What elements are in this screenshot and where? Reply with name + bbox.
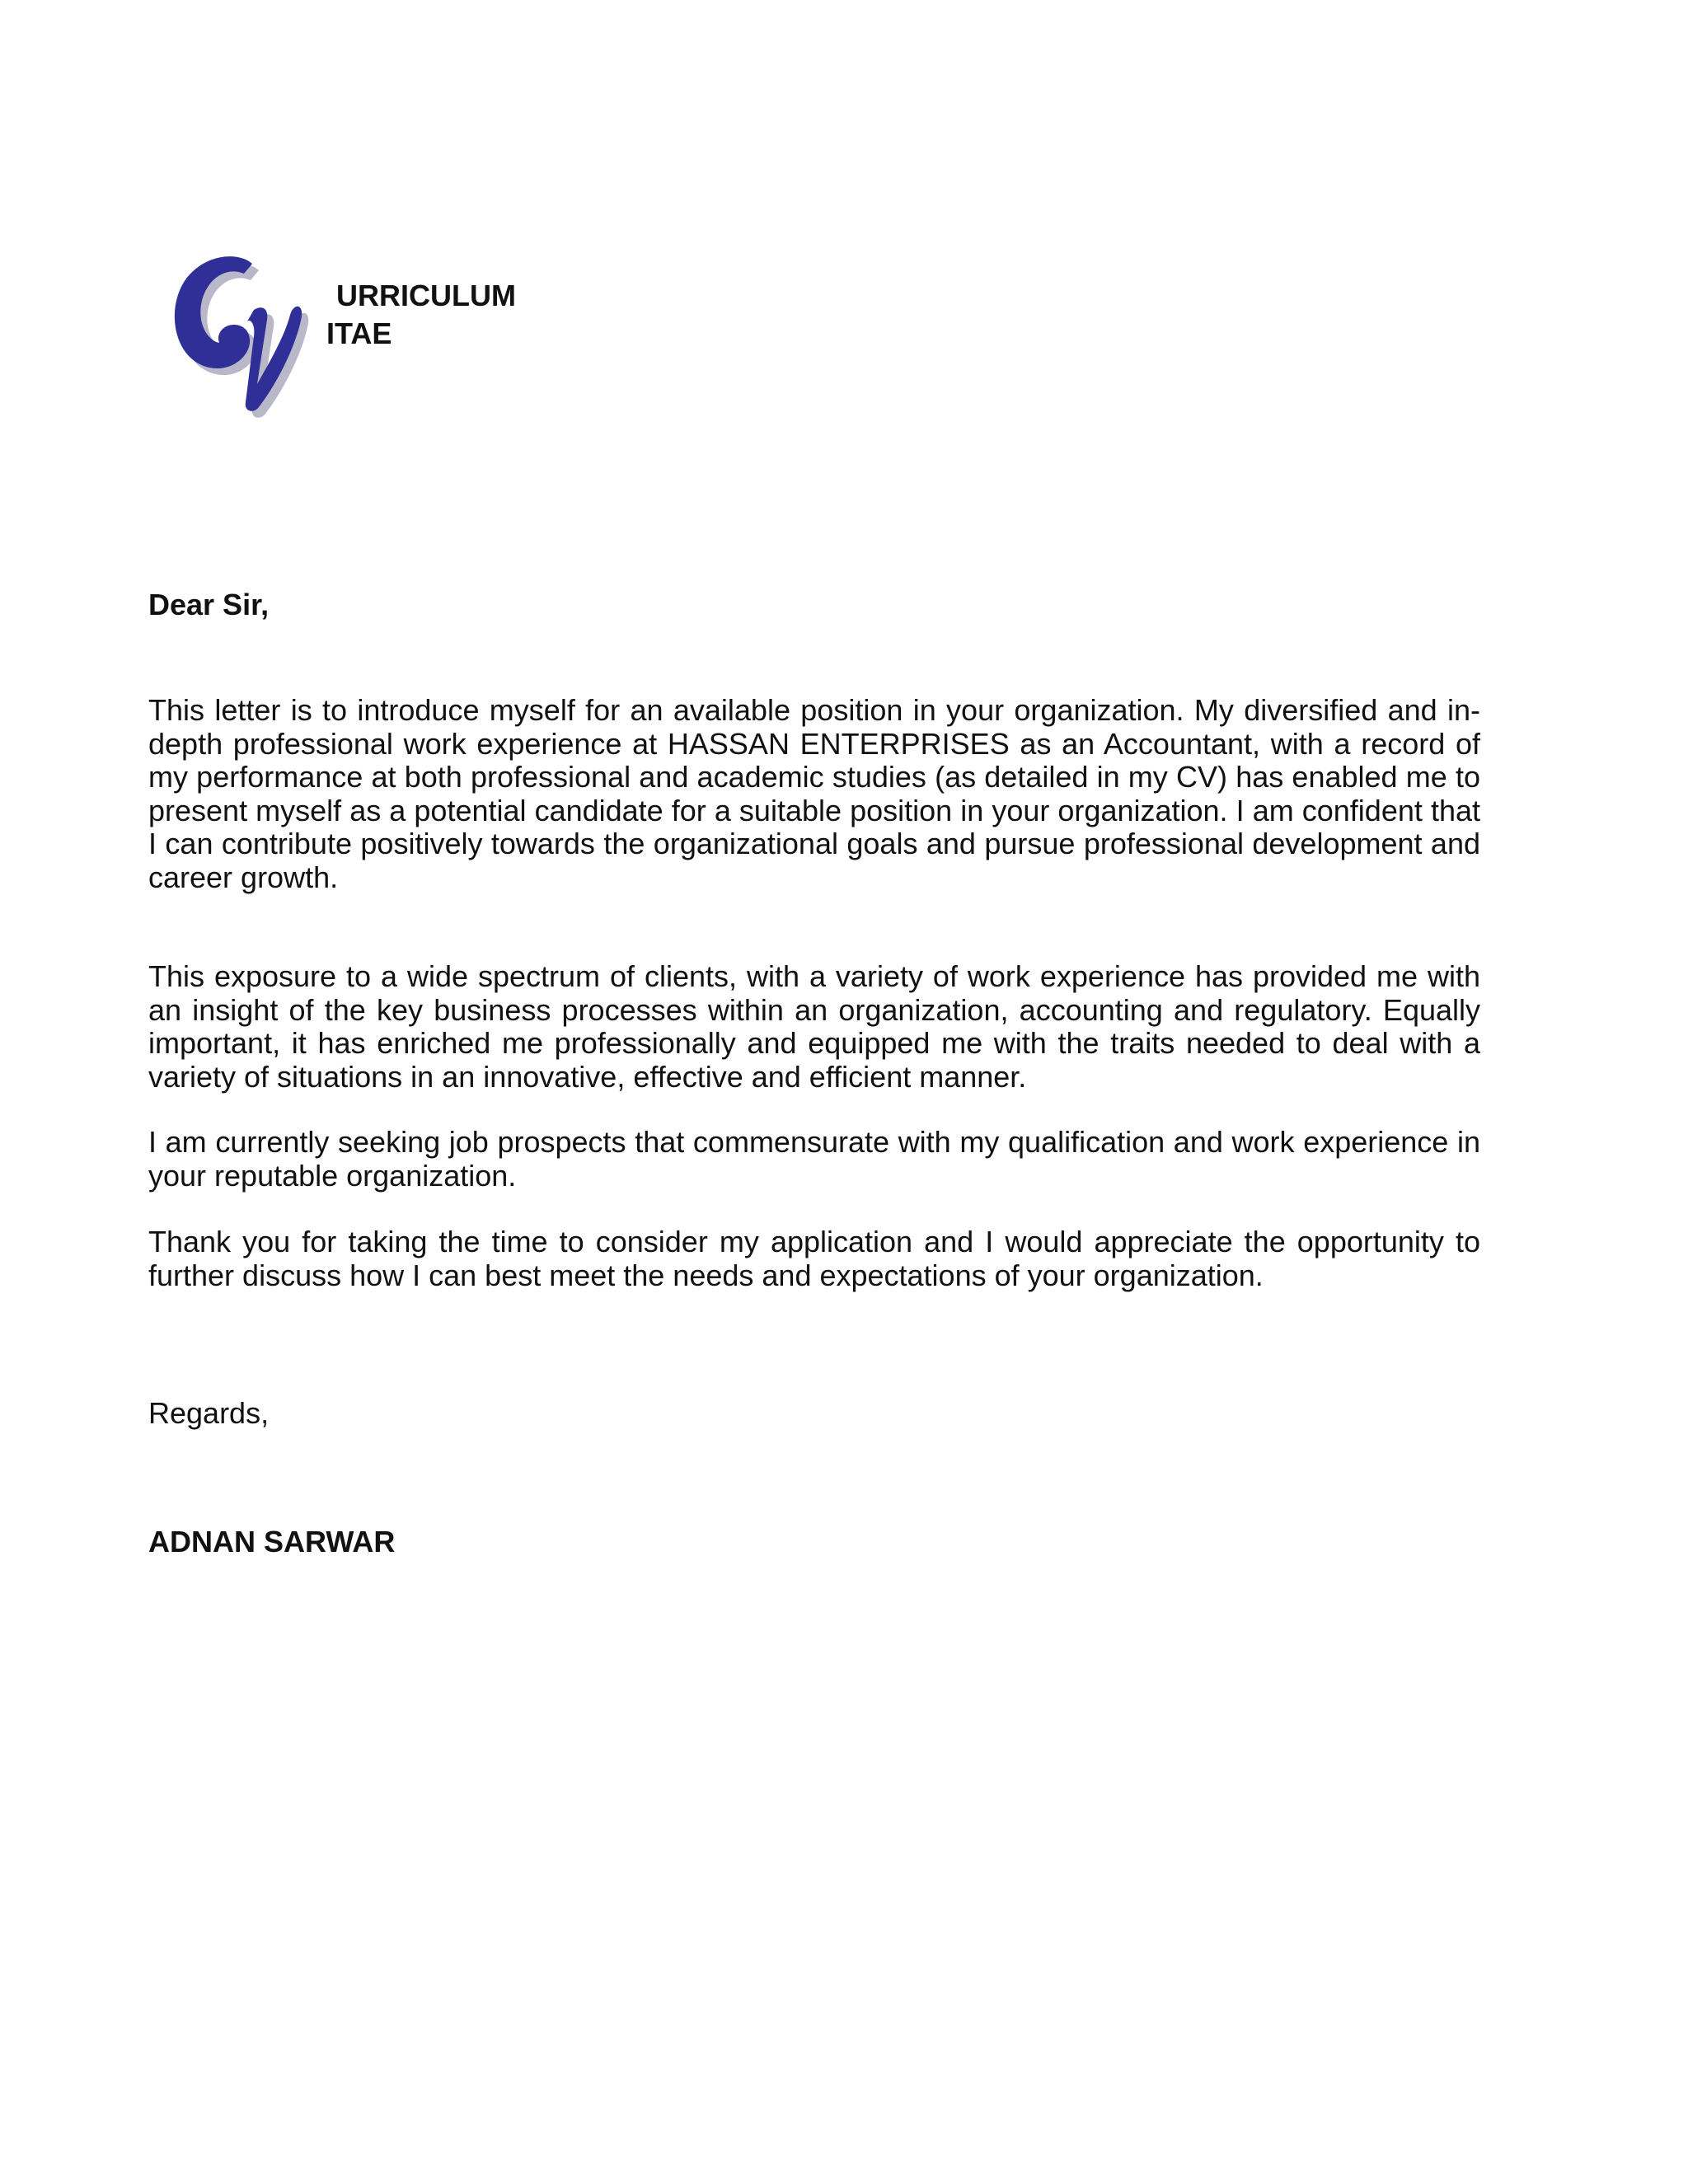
cv-logo-icon — [162, 246, 310, 419]
closing: Regards, — [148, 1396, 270, 1430]
logo-title-line1: URRICULUM — [336, 279, 516, 312]
logo-title-line2: ITAE — [326, 316, 392, 350]
salutation: Dear Sir, — [148, 588, 270, 621]
body-paragraph-3: I am currently seeking job prospects that commensurate with my qualification and work experience in your reputable organization. — [148, 1125, 1480, 1193]
signature-name: ADNAN SARWAR — [148, 1525, 396, 1558]
body-paragraph-1: This letter is to introduce myself for an available position in your organization. My diversified and in-depth professional work experience at HASSAN ENTERPRISES as an Accountant, with a record of my performance at both professional and academic studies (as detailed in my CV) has enabled me to present myself as a potential candidate for a suitable position in your organization. I am confident that I can contribute positively towards the organizational goals and pursue professional development and career growth. — [148, 693, 1480, 894]
body-paragraph-2: This exposure to a wide spectrum of clients, with a variety of work experience has provided me with an insight of the key business processes within an organization, accounting and regulatory. Equally important, it has enriched me professionally and equipped me with the traits needed to deal with a variety of situations in an innovative, effective and efficient manner. — [148, 959, 1480, 1094]
body-paragraph-4: Thank you for taking the time to consider my application and I would appreciate the opportunity to further discuss how I can best meet the needs and expectations of your organization. — [148, 1225, 1480, 1292]
